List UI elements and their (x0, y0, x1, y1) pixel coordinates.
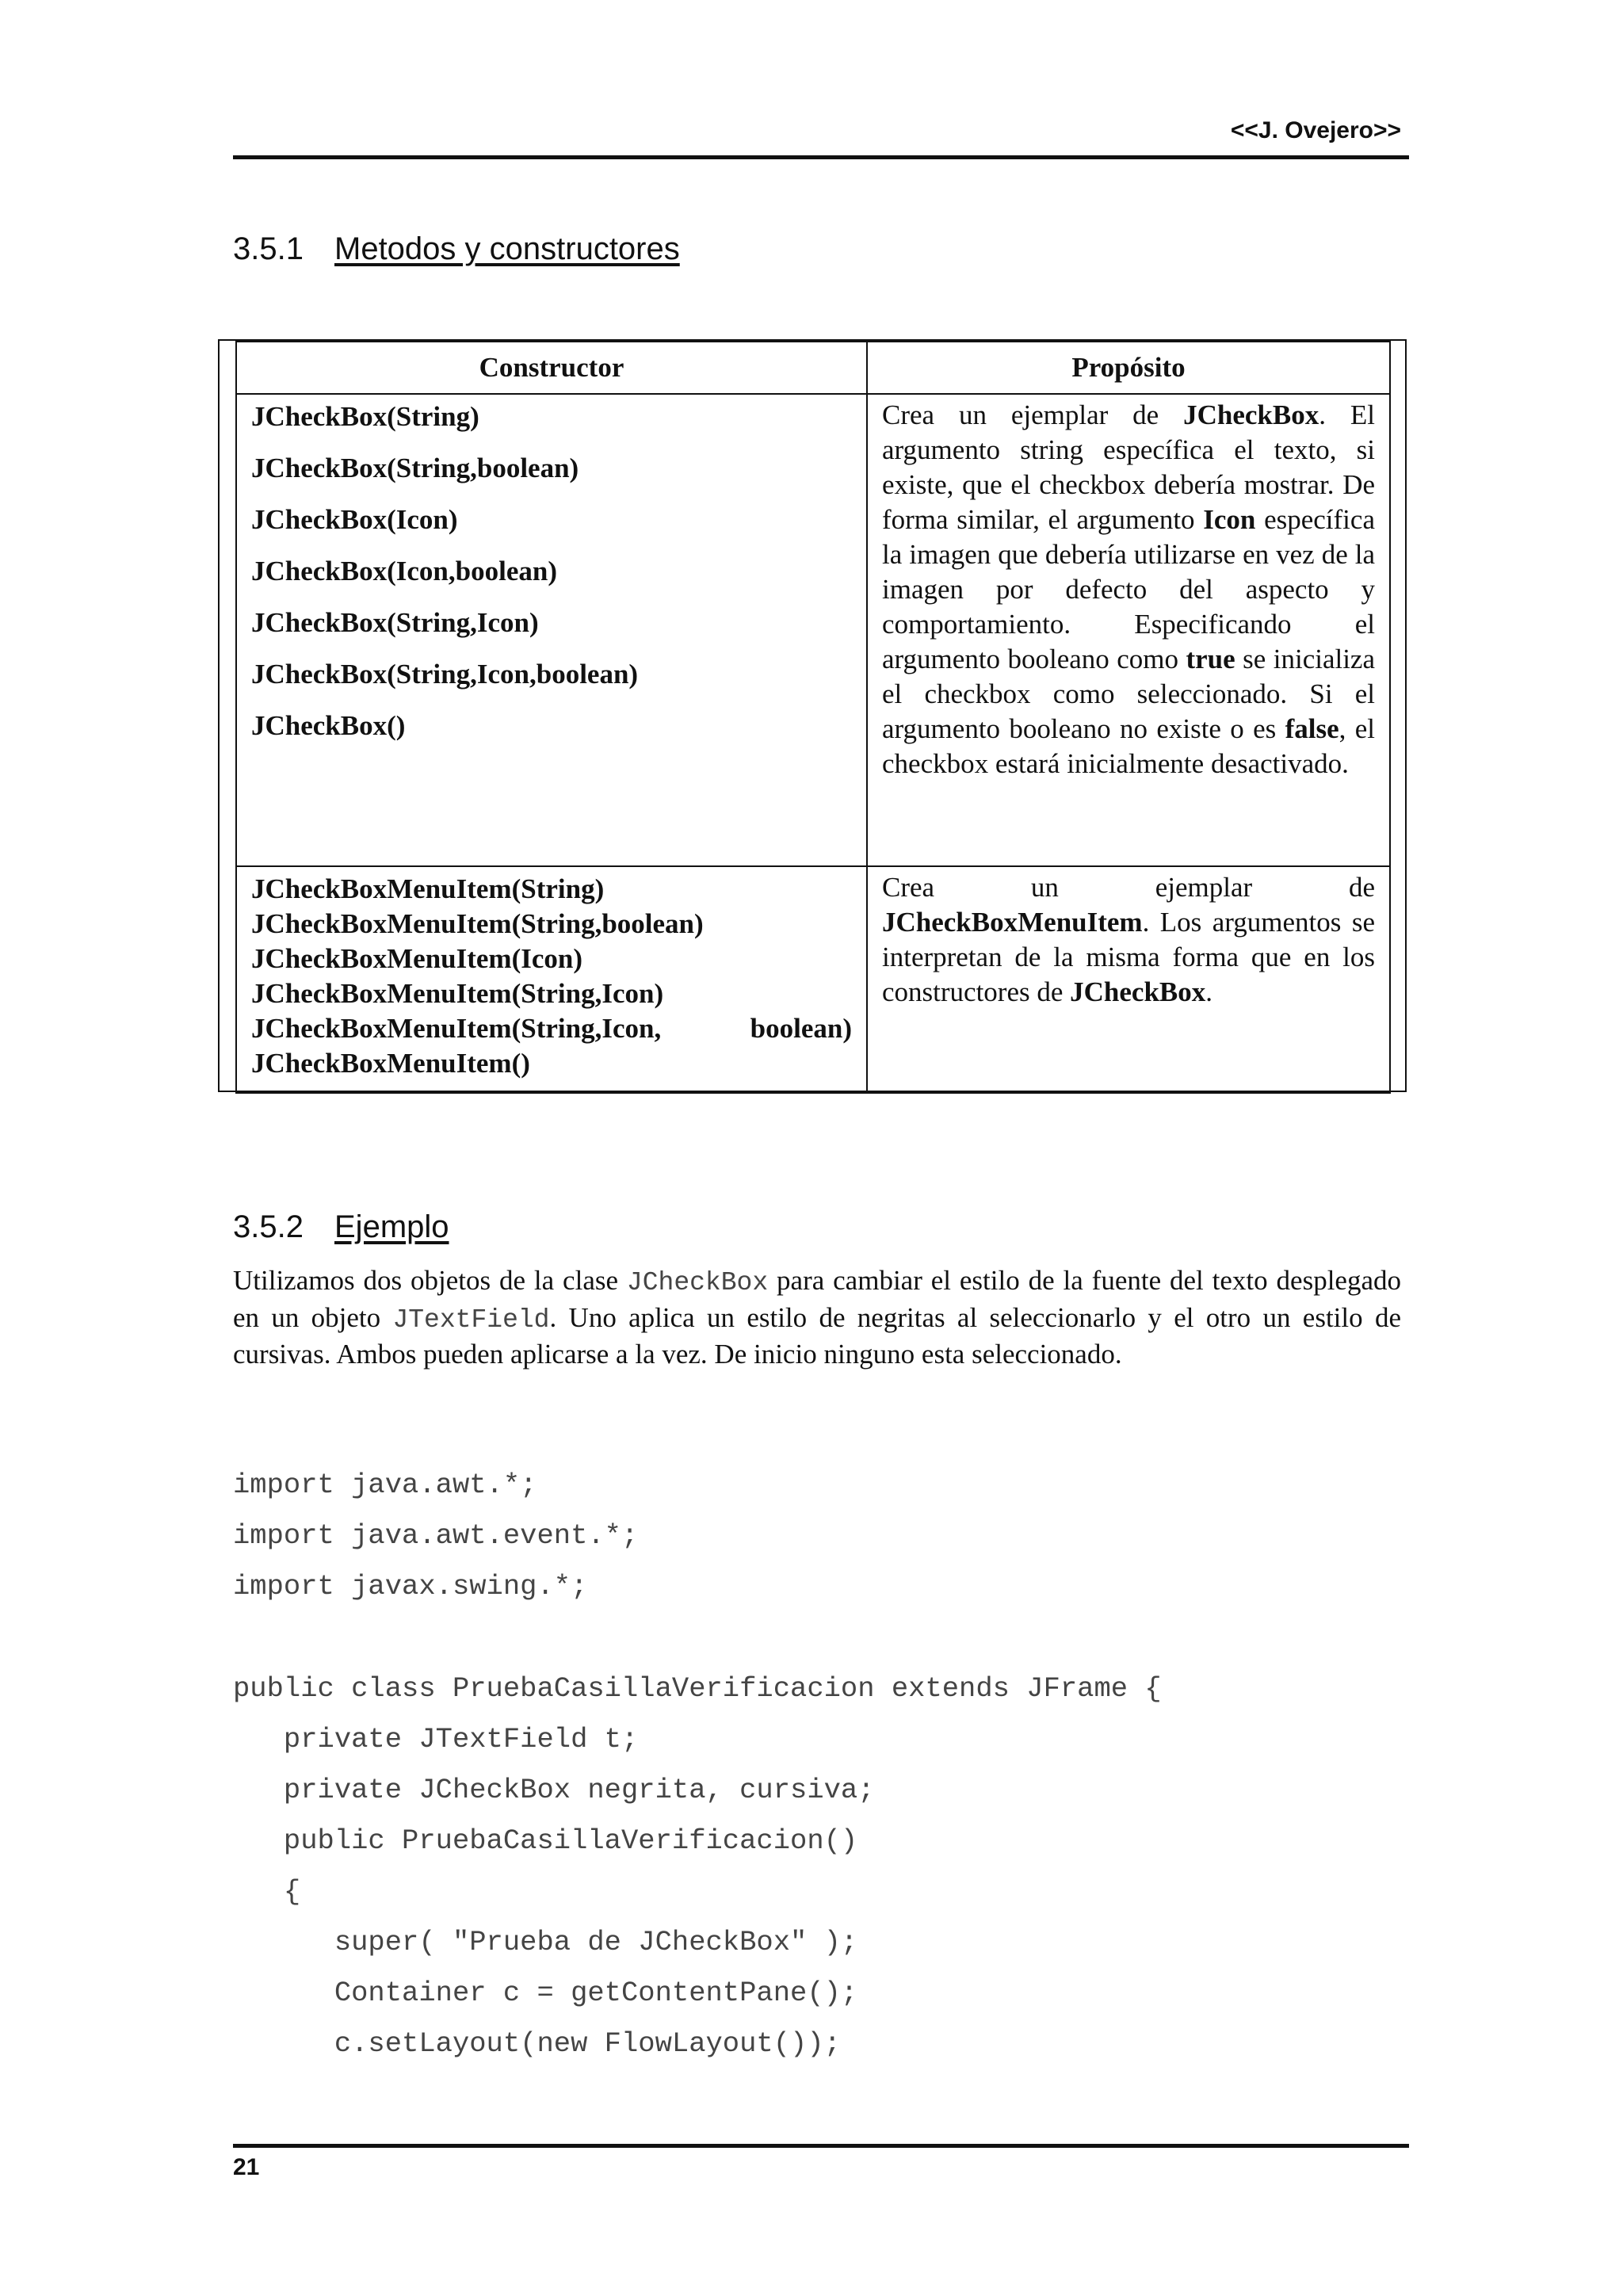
purpose-text: se inicializa el checkbox como seleccionado. Si el argumento booleano no existe o es (882, 644, 1375, 744)
code-line: private JTextField t; (233, 1723, 639, 1755)
paragraph-text: . Uno aplica un estilo de negritas al seleccionarlo y el otro un estilo de cursivas. Ambos pueden aplicarse a la vez. De inicio ninguno esta seleccionado. (233, 1301, 1401, 1370)
purpose-bold: true (1186, 644, 1235, 674)
constructor-signature: JCheckBox(Icon) (251, 504, 458, 535)
constructor-signature: JCheckBoxMenuItem() (251, 1048, 530, 1079)
constructor-signature: JCheckBox(String,Icon) (251, 607, 539, 638)
purpose-text: Crea un ejemplar de (882, 399, 1184, 430)
purpose-text: , el checkbox estará inicialmente desactivado. (882, 713, 1375, 779)
constructor-signature: JCheckBoxMenuItem(String,boolean) (251, 908, 704, 939)
code-line: public class PruebaCasillaVerificacion extends JFrame { (233, 1672, 1162, 1705)
constructor-list-jcheckboxmenuitem (236, 866, 867, 1093)
purpose-text: . Los argumentos se interpretan de la misma forma que en los constructores de (882, 907, 1375, 1007)
constructor-signature-part: JCheckBoxMenuItem(String,Icon, (251, 1013, 662, 1044)
section-number: 3.5.2 (233, 1209, 304, 1244)
code-line: super( "Prueba de JCheckBox" ); (233, 1926, 858, 1958)
constructor-signature: JCheckBox() (251, 710, 406, 741)
purpose-bold: false (1285, 713, 1339, 744)
table-header-row (236, 342, 1390, 394)
purpose-jcheckbox (867, 394, 1390, 866)
constructor-signature: JCheckBoxMenuItem(String) (251, 873, 605, 904)
constructor-signature: JCheckBox(String) (251, 401, 479, 432)
constructor-signature-part: boolean) (750, 1013, 852, 1044)
purpose-text: . (1205, 976, 1213, 1007)
paragraph-code-term: JTextField (392, 1305, 550, 1335)
constructor-signature: JCheckBoxMenuItem(Icon) (251, 943, 583, 974)
column-header-purpose: Propósito (867, 342, 1390, 394)
code-line: Container c = getContentPane(); (233, 1977, 858, 2009)
section-heading-351 (233, 231, 680, 267)
purpose-bold: JCheckBox (1070, 976, 1206, 1007)
code-line: { (233, 1875, 301, 1908)
footer-rule (233, 2144, 1409, 2148)
header-rule (233, 155, 1409, 159)
code-line: public PruebaCasillaVerificacion() (233, 1824, 858, 1857)
section-heading-352 (233, 1209, 449, 1245)
example-paragraph (233, 1263, 1401, 1372)
header-author: <<J. Ovejero>> (1230, 117, 1401, 143)
section-number: 3.5.1 (233, 231, 304, 266)
constructor-signature: JCheckBox(String,boolean) (251, 453, 579, 483)
paragraph-text: Utilizamos dos objetos de la clase (233, 1265, 627, 1296)
purpose-bold: Icon (1203, 504, 1256, 535)
constructor-signature: JCheckBox(String,Icon,boolean) (251, 659, 639, 690)
code-line: c.setLayout(new FlowLayout()); (233, 2027, 841, 2060)
constructor-list-jcheckbox (236, 394, 867, 866)
purpose-text: Crea un ejemplar de (882, 872, 1375, 903)
constructor-signature-justified (251, 1011, 852, 1046)
purpose-jcheckboxmenuitem (867, 866, 1390, 1093)
paragraph-code-term: JCheckBox (626, 1268, 769, 1297)
constructor-signature: JCheckBoxMenuItem(String,Icon) (251, 978, 664, 1009)
code-line: import javax.swing.*; (233, 1570, 588, 1603)
code-line: private JCheckBox negrita, cursiva; (233, 1774, 875, 1806)
code-line: import java.awt.*; (233, 1469, 537, 1501)
purpose-text: . El argumento string específica el texto, si existe, que el checkbox debería mostrar. De forma similar, el argumento (882, 399, 1375, 535)
code-line: import java.awt.event.*; (233, 1519, 639, 1552)
table-row (236, 866, 1390, 1093)
constructors-table (235, 341, 1391, 1094)
table-row (236, 394, 1390, 866)
paragraph-text: para cambiar el estilo de la fuente del texto desplegado en un objeto (233, 1265, 1401, 1333)
purpose-bold: JCheckBoxMenuItem (882, 907, 1143, 938)
constructor-signature: JCheckBox(Icon,boolean) (251, 556, 557, 586)
purpose-bold: JCheckBox (1183, 399, 1319, 430)
constructors-table-frame (218, 339, 1407, 1092)
section-title: Ejemplo (334, 1209, 449, 1244)
page-number: 21 (233, 2154, 260, 2180)
purpose-text: específica la imagen que debería utilizarse en vez de la imagen por defecto del aspecto y comportamiento. Especificando el argumento booleano como (882, 504, 1375, 674)
column-header-constructor: Constructor (236, 342, 867, 394)
section-title: Metodos y constructores (334, 231, 680, 266)
